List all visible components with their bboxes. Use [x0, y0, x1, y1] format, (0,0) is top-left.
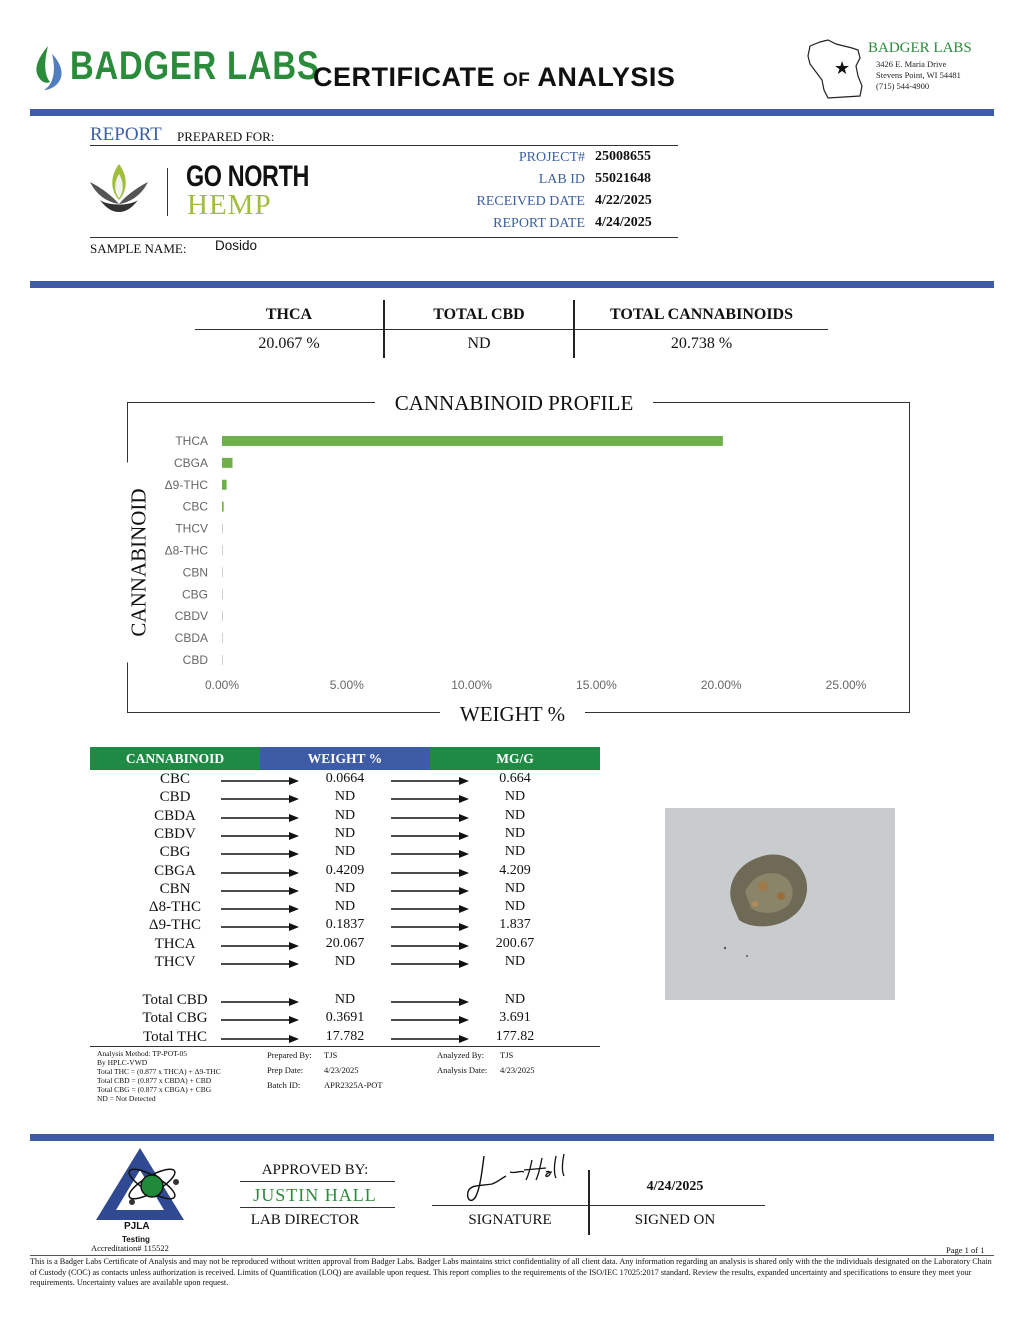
- lab-address-line2: Stevens Point, WI 54481: [876, 70, 961, 80]
- row-arrow-icon: [391, 849, 471, 859]
- table-cell-weight: ND: [334, 954, 356, 969]
- chart-bar: [222, 458, 233, 468]
- row-arrow-icon: [221, 776, 301, 786]
- row-arrow-icon: [221, 831, 301, 841]
- table-cell-mgg: 200.67: [495, 935, 535, 951]
- table-cell-weight: 0.4209: [325, 862, 365, 878]
- chart-x-tick-label: 10.00%: [451, 678, 492, 692]
- row-arrow-icon: [221, 1015, 301, 1025]
- row-arrow-icon: [391, 922, 471, 932]
- disclaimer-line: [30, 1255, 994, 1256]
- document-title: CERTIFICATE OF ANALYSIS: [313, 62, 676, 92]
- analysis-date-value: 4/23/2025: [500, 1065, 535, 1075]
- pjla-label: PJLA: [124, 1221, 150, 1232]
- table-cell-mgg: ND: [504, 992, 526, 1007]
- table-header-mgg: MG/G: [430, 747, 600, 770]
- pjla-accreditation: Accreditation# 115522: [91, 1243, 169, 1253]
- summary-thca-label: THCA: [265, 306, 313, 323]
- table-cell-name: Δ9-THC: [148, 917, 202, 934]
- row-arrow-icon: [391, 941, 471, 951]
- pjla-testing: Testing: [122, 1235, 150, 1244]
- chart-bar: [222, 545, 223, 555]
- chart-x-axis-label: WEIGHT %: [440, 702, 585, 727]
- analyzed-by-label: Analyzed By:: [437, 1050, 484, 1060]
- table-cell-name: Total CBD: [142, 992, 208, 1008]
- prep-date-label: Prep Date:: [267, 1065, 304, 1075]
- chart-bar: [222, 589, 223, 599]
- client-name-line2: HEMP: [187, 189, 272, 221]
- table-cell-name: Δ8-THC: [148, 899, 202, 916]
- row-arrow-icon: [221, 997, 301, 1007]
- table-cell-name: CBGA: [154, 862, 196, 879]
- summary-line: [195, 329, 828, 330]
- table-cell-mgg: ND: [504, 899, 526, 915]
- row-arrow-icon: [391, 794, 471, 804]
- table-cell-mgg: 177.82: [495, 1028, 535, 1044]
- table-cell-weight: ND: [334, 789, 356, 805]
- chart-category-label: CBN: [182, 565, 208, 580]
- analyzed-by-value: TJS: [500, 1050, 514, 1060]
- table-cell-name: CBC: [159, 771, 190, 787]
- report-label: REPORT: [90, 124, 162, 145]
- cannabinoid-bar-chart: [140, 420, 890, 700]
- chart-bar: [222, 436, 723, 446]
- row-arrow-icon: [221, 959, 301, 969]
- brand-name: BADGER LABS: [70, 44, 320, 88]
- row-arrow-icon: [391, 1034, 471, 1044]
- table-cell-name: CBG: [159, 844, 191, 861]
- project-label: PROJECT#: [518, 150, 585, 165]
- signature-line: [432, 1205, 765, 1206]
- row-arrow-icon: [391, 831, 471, 841]
- chart-bar: [222, 502, 224, 512]
- row-arrow-icon: [391, 997, 471, 1007]
- section-divider: [30, 281, 994, 288]
- report-date-value: 4/24/2025: [595, 215, 652, 230]
- table-cell-mgg: ND: [504, 789, 526, 805]
- table-cell-mgg: ND: [504, 825, 526, 841]
- table-cell-name: CBDA: [154, 807, 196, 824]
- meta-underline: [90, 237, 678, 238]
- received-date-label: RECEIVED DATE: [476, 194, 585, 209]
- table-cell-name: CBDV: [154, 825, 196, 842]
- report-date-label: REPORT DATE: [493, 216, 585, 231]
- chart-bar: [222, 633, 223, 643]
- table-cell-mgg: 3.691: [499, 1010, 531, 1026]
- signature-separator: [588, 1170, 590, 1235]
- table-cell-name: Total THC: [142, 1028, 208, 1045]
- table-cell-weight: 0.3691: [325, 1010, 365, 1026]
- badger-labs-logo-icon: [30, 44, 68, 92]
- chart-bar: [222, 611, 223, 621]
- lab-address-line1: 3426 E. Maria Drive: [876, 59, 947, 69]
- chart-y-axis-label: CANNABINOID: [127, 463, 152, 663]
- approved-line: [240, 1181, 395, 1182]
- approver-title: LAB DIRECTOR: [250, 1212, 360, 1228]
- sample-name-value: Dosido: [215, 238, 258, 253]
- table-header-weight: WEIGHT %: [260, 747, 430, 770]
- approved-by-label: APPROVED BY:: [261, 1162, 369, 1178]
- row-arrow-icon: [221, 886, 301, 896]
- chart-category-label: CBG: [181, 587, 208, 602]
- labid-value: 55021648: [595, 171, 651, 186]
- table-cell-weight: 17.782: [325, 1028, 365, 1044]
- analysis-date-label: Analysis Date:: [437, 1065, 488, 1075]
- signed-date-value: 4/24/2025: [646, 1179, 704, 1194]
- chart-x-tick-label: 20.00%: [700, 678, 742, 692]
- received-date-value: 4/22/2025: [595, 193, 652, 208]
- sample-name-label: SAMPLE NAME:: [90, 241, 187, 256]
- lab-phone: (715) 544-4900: [876, 81, 930, 91]
- row-arrow-icon: [221, 849, 301, 859]
- chart-category-label: CBDV: [174, 609, 208, 624]
- chart-category-label: CBD: [182, 652, 208, 667]
- row-arrow-icon: [391, 776, 471, 786]
- chart-x-tick-label: 15.00%: [576, 678, 617, 692]
- signed-on-label: SIGNED ON: [634, 1212, 716, 1228]
- chart-bar: [222, 480, 227, 490]
- chart-x-tick-label: 0.00%: [204, 678, 240, 692]
- summary-total-value: 20.738 %: [670, 335, 733, 352]
- table-cell-mgg: ND: [504, 807, 526, 823]
- chart-bar: [222, 655, 223, 665]
- chart-category-label: THCV: [175, 521, 208, 536]
- table-cell-weight: ND: [334, 899, 356, 915]
- prepared-underline: [90, 145, 678, 146]
- summary-cbd-value: ND: [467, 335, 491, 352]
- map-star: ★: [834, 58, 851, 78]
- client-logo-divider: [167, 168, 168, 216]
- row-arrow-icon: [391, 813, 471, 823]
- row-arrow-icon: [391, 959, 471, 969]
- client-lotus-logo-icon: [86, 160, 152, 218]
- lab-name: BADGER LABS: [868, 40, 972, 56]
- table-cell-name: Total CBG: [142, 1010, 208, 1027]
- batch-id-label: Batch ID:: [267, 1080, 301, 1090]
- approver-line: [240, 1207, 395, 1208]
- method-notes: Analysis Method: TP-POT-05 By HPLC-VWD Total THC = (0.877 x THCA) + Δ9-THC Total CBD = (0.877 x CBDA) + CBD Total CBG = (0.877 x CBGA) + CBG ND = Not Detected: [97, 1049, 221, 1103]
- row-arrow-icon: [221, 941, 301, 951]
- signature-image: [462, 1152, 572, 1207]
- table-cell-name: THCV: [154, 954, 196, 970]
- pjla-accreditation-logo-icon: [94, 1146, 186, 1222]
- row-arrow-icon: [221, 868, 301, 878]
- table-cell-weight: ND: [334, 992, 356, 1007]
- table-cell-name: CBN: [159, 880, 191, 897]
- header-divider: [30, 109, 994, 116]
- footer-divider: [30, 1134, 994, 1141]
- table-cell-weight: 0.1837: [325, 917, 365, 933]
- table-cell-name: CBD: [159, 789, 191, 806]
- prepared-by-value: TJS: [324, 1050, 338, 1060]
- chart-category-label: CBDA: [174, 631, 208, 646]
- chart-x-tick-label: 5.00%: [329, 678, 364, 692]
- row-arrow-icon: [391, 904, 471, 914]
- row-arrow-icon: [391, 886, 471, 896]
- chart-category-label: Δ8-THC: [164, 543, 208, 558]
- chart-category-label: CBGA: [173, 455, 208, 470]
- project-value: 25008655: [595, 149, 651, 164]
- table-cell-weight: ND: [334, 825, 356, 841]
- hemp-bud-image: [665, 808, 895, 1000]
- page-number: Page 1 of 1: [946, 1245, 985, 1255]
- chart-category-label: THCA: [175, 433, 208, 448]
- table-bottom-line: [90, 1046, 600, 1047]
- chart-x-tick-label: 25.00%: [825, 678, 867, 692]
- table-cell-mgg: 1.837: [499, 917, 531, 933]
- disclaimer-text: This is a Badger Labs Certificate of Analysis and may not be reproduced without written approval from Badger Labs. Badger Labs maintains strict confidentiality of all client data. Any information regarding an analysis is shared only with the the individuals designated on the Laboratory Chain of Custody (COC) as contacts unless authorization is received. Limits of Quantification (LOQ) are available upon request. This report complies to the requirements of the ISO/IEC 17025:2017 standard. Review the results, expanded uncertainty and specifications to ensure they meet your requirements. Uncertainty values are available upon request.: [30, 1257, 992, 1287]
- row-arrow-icon: [221, 813, 301, 823]
- table-cell-weight: ND: [334, 844, 356, 860]
- chart-title: CANNABINOID PROFILE: [375, 391, 653, 416]
- row-arrow-icon: [221, 1034, 301, 1044]
- table-cell-name: THCA: [154, 935, 196, 952]
- client-name-line1: GO NORTH: [186, 160, 309, 193]
- chart-bar: [222, 567, 223, 577]
- table-cell-mgg: ND: [504, 880, 526, 896]
- table-cell-mgg: ND: [504, 954, 526, 969]
- row-arrow-icon: [221, 904, 301, 914]
- table-cell-mgg: 4.209: [499, 862, 531, 878]
- table-cell-weight: 20.067: [325, 935, 365, 951]
- prepared-by-label: Prepared By:: [267, 1050, 312, 1060]
- prepared-for-label: PREPARED FOR:: [177, 129, 275, 144]
- prep-date-value: 4/23/2025: [324, 1065, 359, 1075]
- batch-id-value: APR2325A-POT: [324, 1080, 383, 1090]
- table-cell-mgg: 0.664: [499, 771, 531, 786]
- sample-photo: [665, 808, 895, 1000]
- row-arrow-icon: [221, 922, 301, 932]
- summary-total-label: TOTAL CANNABINOIDS: [609, 306, 793, 323]
- approver-name: JUSTIN HALL: [253, 1185, 377, 1205]
- chart-category-label: CBC: [182, 499, 208, 514]
- chart-category-label: Δ9-THC: [164, 477, 208, 492]
- row-arrow-icon: [391, 1015, 471, 1025]
- table-cell-mgg: ND: [504, 844, 526, 860]
- row-arrow-icon: [391, 868, 471, 878]
- table-cell-weight: ND: [334, 880, 356, 896]
- labid-label: LAB ID: [538, 172, 585, 187]
- table-cell-weight: ND: [334, 807, 356, 823]
- chart-bar: [222, 524, 223, 534]
- signature-label: SIGNATURE: [468, 1212, 552, 1228]
- summary-cbd-label: TOTAL CBD: [433, 306, 525, 323]
- table-cell-weight: 0.0664: [325, 771, 365, 786]
- summary-thca-value: 20.067 %: [258, 335, 320, 352]
- row-arrow-icon: [221, 794, 301, 804]
- table-header-cannabinoid: CANNABINOID: [90, 747, 260, 770]
